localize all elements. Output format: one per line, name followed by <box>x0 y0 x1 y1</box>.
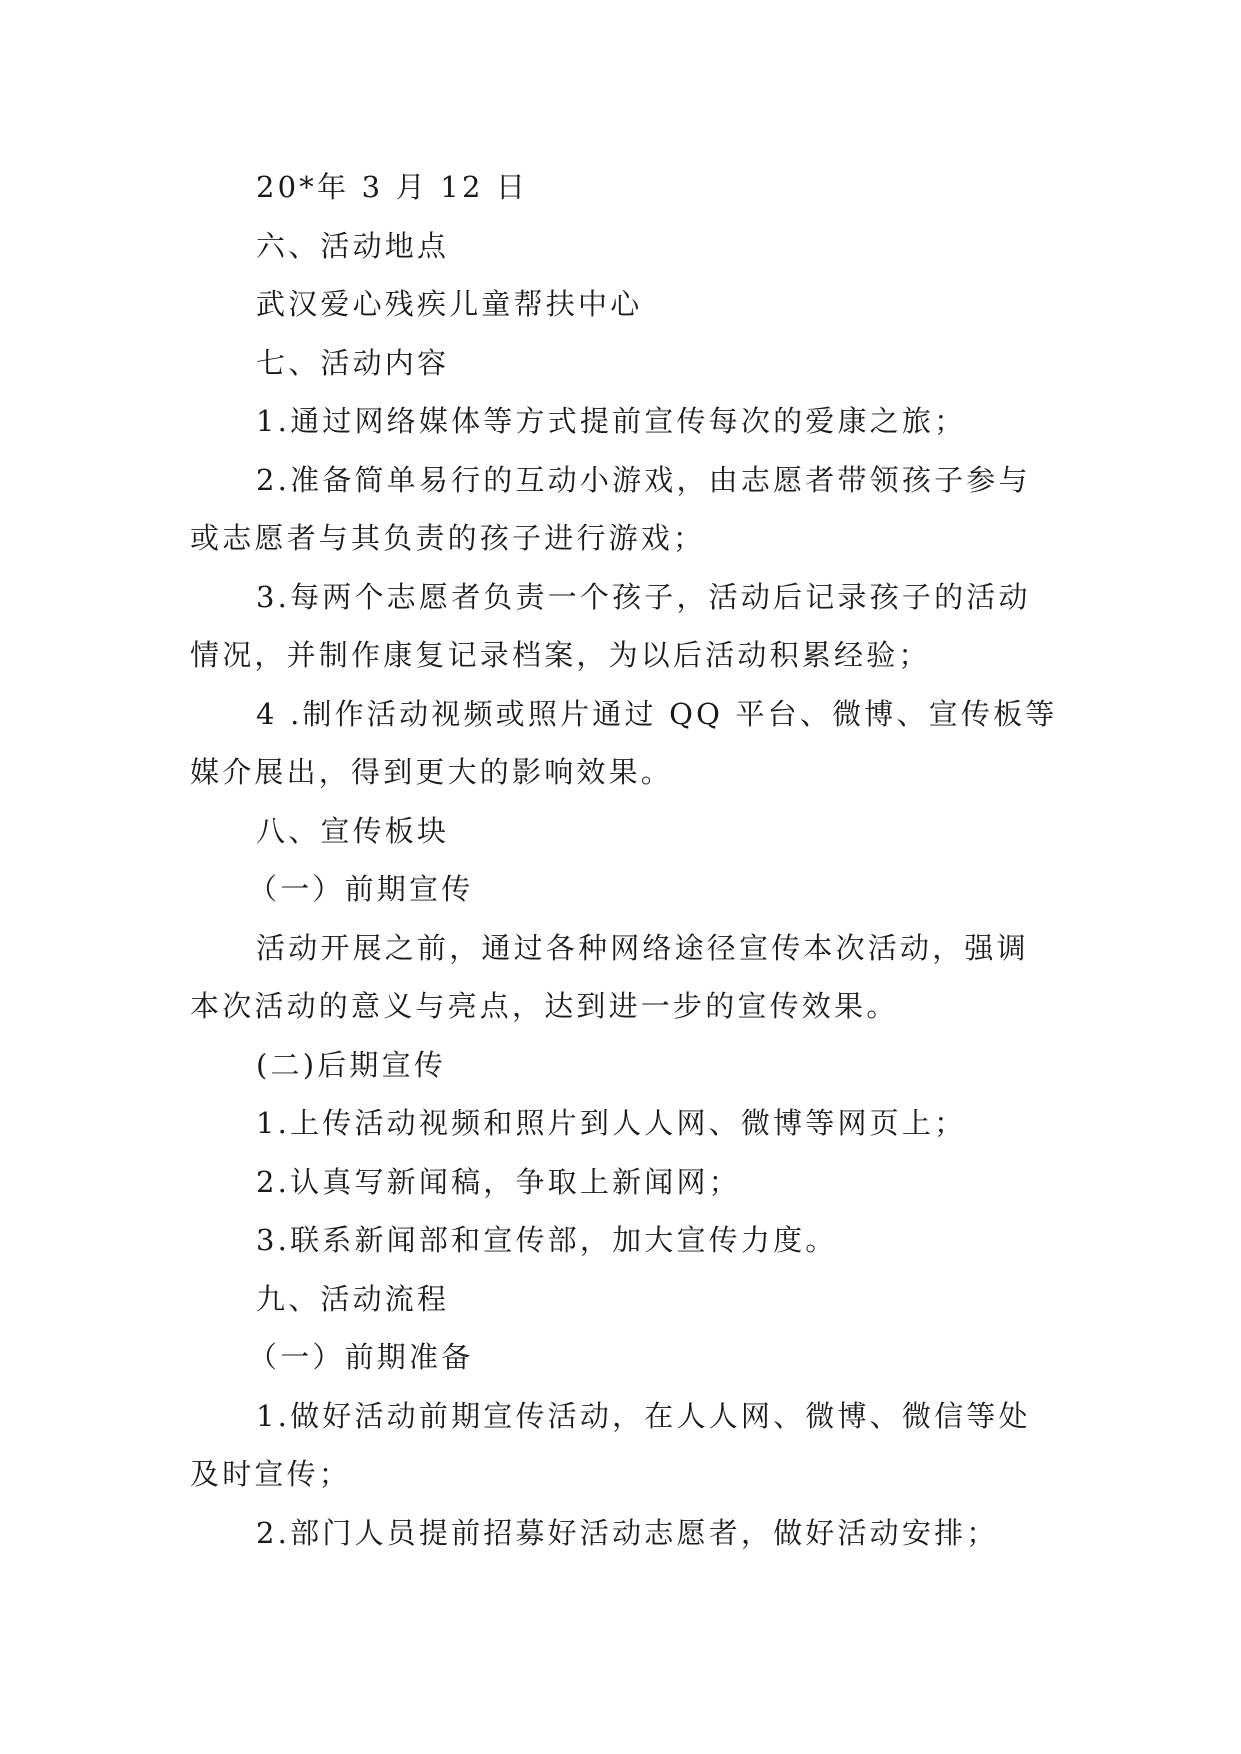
post-publicity-item-2: 2.认真写新闻稿，争取上新闻网； <box>256 1164 741 1199</box>
section-heading-process: 九、活动流程 <box>256 1281 450 1316</box>
content-item-2-line-1: 2.准备简单易行的互动小游戏，由志愿者带领孩子参与 <box>256 462 1031 497</box>
content-item-1: 1.通过网络媒体等方式提前宣传每次的爱康之旅； <box>256 404 967 438</box>
section-heading-publicity: 八、宣传板块 <box>256 813 450 848</box>
document-body <box>190 158 1058 1562</box>
date-line: 20*年 3 月 12 日 <box>256 170 529 204</box>
subsection-heading-preparation: （一）前期准备 <box>248 1340 474 1374</box>
content-item-2-line-2: 或志愿者与其负责的孩子进行游戏； <box>190 521 706 555</box>
subsection-heading-post-publicity: (二)后期宣传 <box>256 1047 447 1082</box>
subsection-heading-pre-publicity: （一）前期宣传 <box>248 872 474 906</box>
post-publicity-item-1: 1.上传活动视频和照片到人人网、微博等网页上； <box>256 1106 967 1140</box>
preparation-item-1-line-2: 及时宣传； <box>190 1457 352 1491</box>
pre-publicity-text-line-2: 本次活动的意义与亮点，达到进一步的宣传效果。 <box>190 989 899 1023</box>
location-text: 武汉爱心残疾儿童帮扶中心 <box>256 287 643 321</box>
content-item-4-line-1: 4 .制作活动视频或照片通过 QQ 平台、微博、宣传板等 <box>256 696 1058 731</box>
post-publicity-item-3: 3.联系新闻部和宣传部，加大宣传力度。 <box>256 1223 838 1257</box>
preparation-item-1-line-1: 1.做好活动前期宣传活动，在人人网、微博、微信等处 <box>256 1398 1031 1433</box>
section-heading-content: 七、活动内容 <box>256 345 450 380</box>
content-item-3-line-1: 3.每两个志愿者负责一个孩子，活动后记录孩子的活动 <box>256 579 1031 614</box>
content-item-3-line-2: 情况，并制作康复记录档案，为以后活动积累经验； <box>190 638 931 672</box>
content-item-4-line-2: 媒介展出，得到更大的影响效果。 <box>190 755 674 789</box>
preparation-item-2: 2.部门人员提前招募好活动志愿者，做好活动安排； <box>256 1515 999 1550</box>
section-heading-location: 六、活动地点 <box>256 228 450 263</box>
pre-publicity-text-line-1: 活动开展之前，通过各种网络途径宣传本次活动，强调 <box>256 930 1029 965</box>
